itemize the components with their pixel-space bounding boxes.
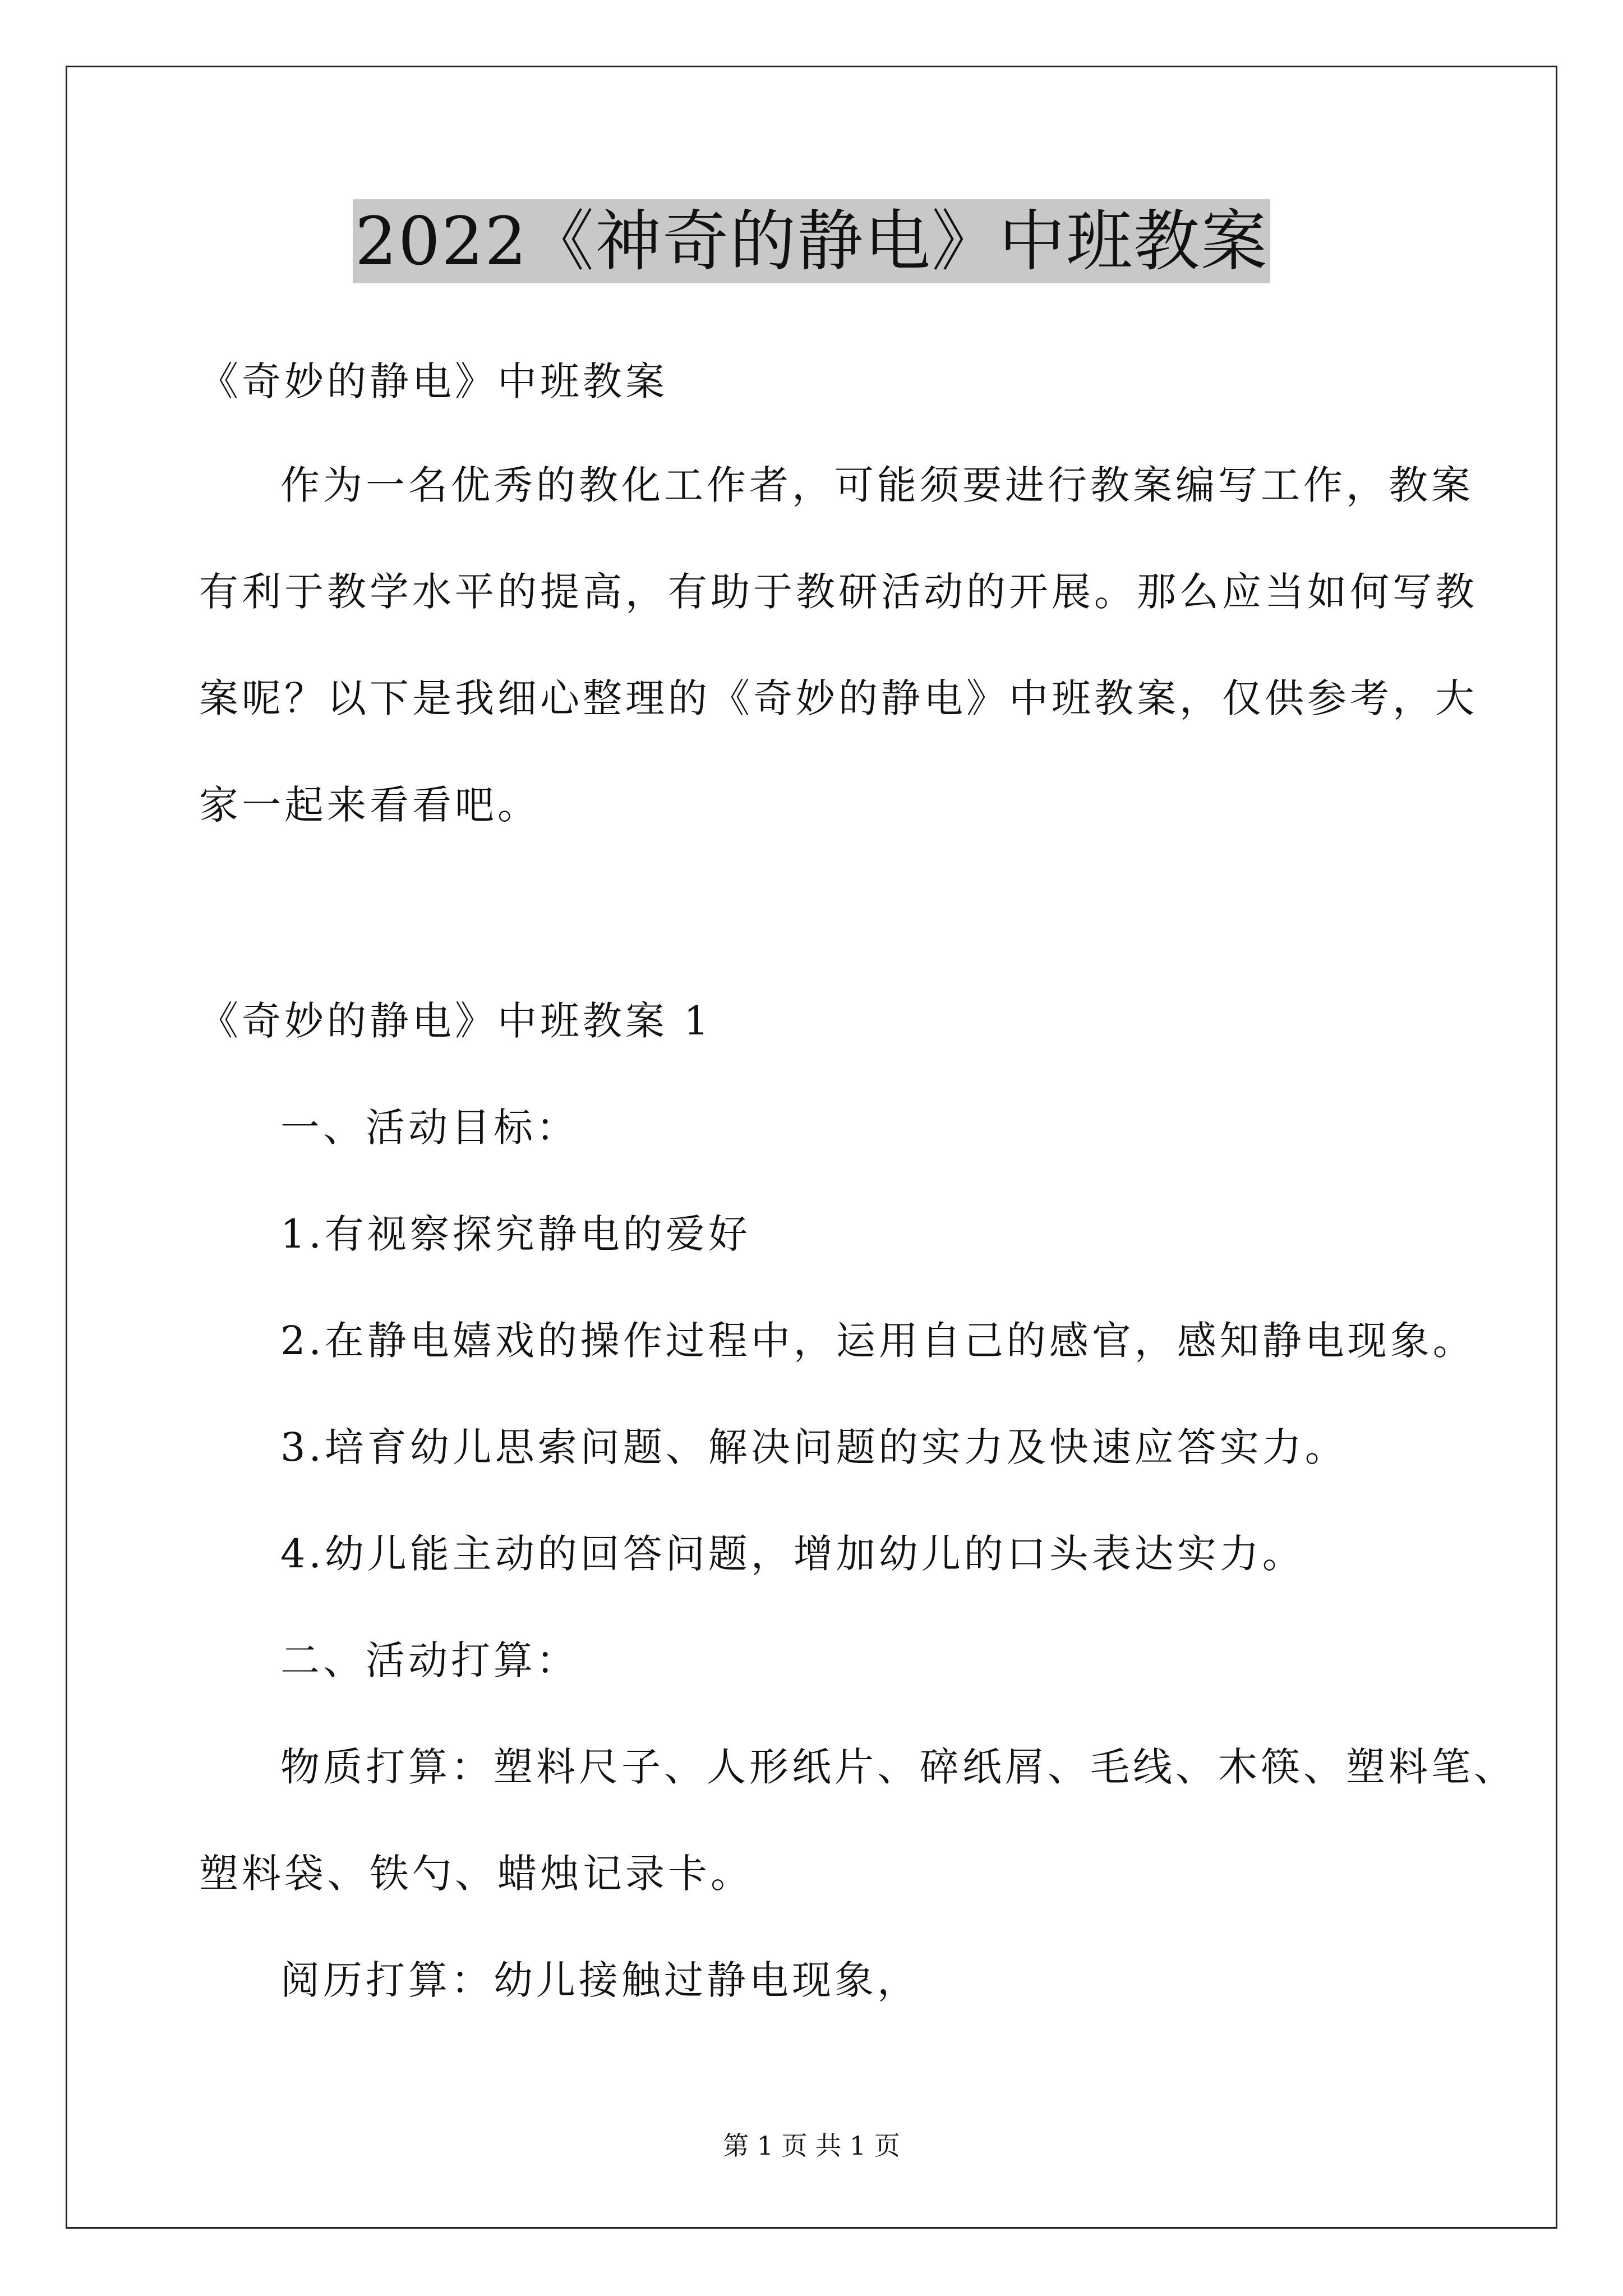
prep-heading: 二、活动打算： xyxy=(280,1637,579,1683)
intro-line-3: 案呢？以下是我细心整理的《奇妙的静电》中班教案，仅供参考，大 xyxy=(199,675,1478,721)
materials-line-1: 物质打算：塑料尺子、人形纸片、碎纸屑、毛线、木筷、塑料笔、 xyxy=(280,1744,1516,1790)
intro-line-1: 作为一名优秀的教化工作者，可能须要进行教案编写工作，教案 xyxy=(280,462,1474,508)
goal-4: 4.幼儿能主动的回答问题，增加幼儿的口头表达实力。 xyxy=(280,1531,1305,1577)
goal-3: 3.培育幼儿思索问题、解决问题的实力及快速应答实力。 xyxy=(280,1424,1348,1470)
title-wrapper xyxy=(0,199,1623,283)
section-heading: 《奇妙的静电》中班教案 1 xyxy=(199,998,712,1044)
goals-heading: 一、活动目标： xyxy=(280,1105,579,1151)
intro-line-4: 家一起来看看吧。 xyxy=(199,782,540,828)
goal-2: 2.在静电嬉戏的操作过程中，运用自己的感官，感知静电现象。 xyxy=(280,1318,1476,1364)
page-footer: 第 1 页 共 1 页 xyxy=(723,2131,900,2161)
intro-line-2: 有利于教学水平的提高，有助于教研活动的开展。那么应当如何写教 xyxy=(199,569,1478,615)
goal-1: 1.有视察探究静电的爱好 xyxy=(280,1211,751,1257)
subtitle: 《奇妙的静电》中班教案 xyxy=(199,358,668,404)
materials-line-2: 塑料袋、铁勺、蜡烛记录卡。 xyxy=(199,1851,753,1897)
experience-line: 阅历打算：幼儿接触过静电现象， xyxy=(280,1957,920,2003)
document-title: 2022《神奇的静电》中班教案 xyxy=(353,199,1270,283)
